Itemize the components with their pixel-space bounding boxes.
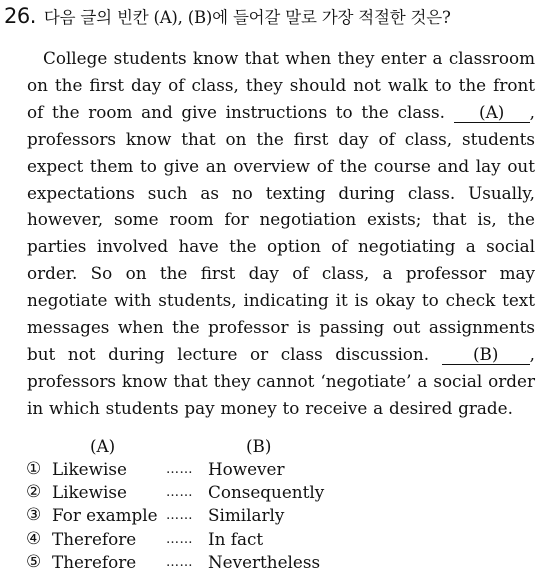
option-dots: ……	[166, 508, 193, 524]
option-b-text: In fact	[208, 528, 264, 549]
option-number: ①	[26, 459, 42, 479]
passage-part-3: , professors know that they cannot ‘negotiate’ a social order in which students pay money to receive a desired grade.	[27, 343, 535, 418]
option-number: ②	[26, 482, 42, 503]
passage-part-2: , professors know that on the first day of class, students expect them to give an overview of the course and lay out expectations such as no texting during class. Usually, however, some room for negotiation exists; that is, the parties involved have the option of negotiating a social order. So on the first day of class, a professor may negotiate with students, indicating it is okay to check text messages when the professor is passing out assignments but not during lecture or class discussion.	[27, 101, 535, 364]
column-header-a: (A)	[90, 436, 116, 456]
option-dots: ……	[166, 462, 193, 477]
option-b-text: Similarly	[208, 505, 285, 526]
option-a-text: Likewise	[52, 482, 127, 503]
option-a-text: For example	[52, 505, 158, 526]
question-header	[4, 4, 538, 28]
passage-text	[27, 45, 535, 422]
option-dots: ……	[166, 531, 193, 547]
option-dots: ……	[166, 554, 193, 570]
option-b-text: However	[208, 459, 285, 479]
question-stem: 다음 글의 빈칸 (A), (B)에 들어갈 말로 가장 적절한 것은?	[43, 8, 451, 27]
column-header-b: (B)	[246, 436, 272, 456]
option-number: ③	[26, 505, 42, 526]
question-number: 26.	[4, 4, 36, 28]
passage-part-1: College students know that when they enter a classroom on the first day of class, they should not walk to the front of the room and give instructions to the class.	[27, 48, 535, 122]
option-number: ④	[26, 528, 42, 549]
option-a-text: Therefore	[52, 551, 137, 572]
option-dots: ……	[166, 485, 193, 501]
question-title-row	[4, 4, 538, 28]
option-b-text: Consequently	[208, 482, 325, 503]
option-a-text: Likewise	[52, 459, 127, 479]
option-a-text: Therefore	[52, 528, 137, 549]
option-number: ⑤	[26, 551, 42, 572]
blank-b: (B)	[442, 344, 530, 365]
option-b-text: Nevertheless	[208, 551, 321, 572]
blank-a: (A)	[454, 102, 530, 123]
